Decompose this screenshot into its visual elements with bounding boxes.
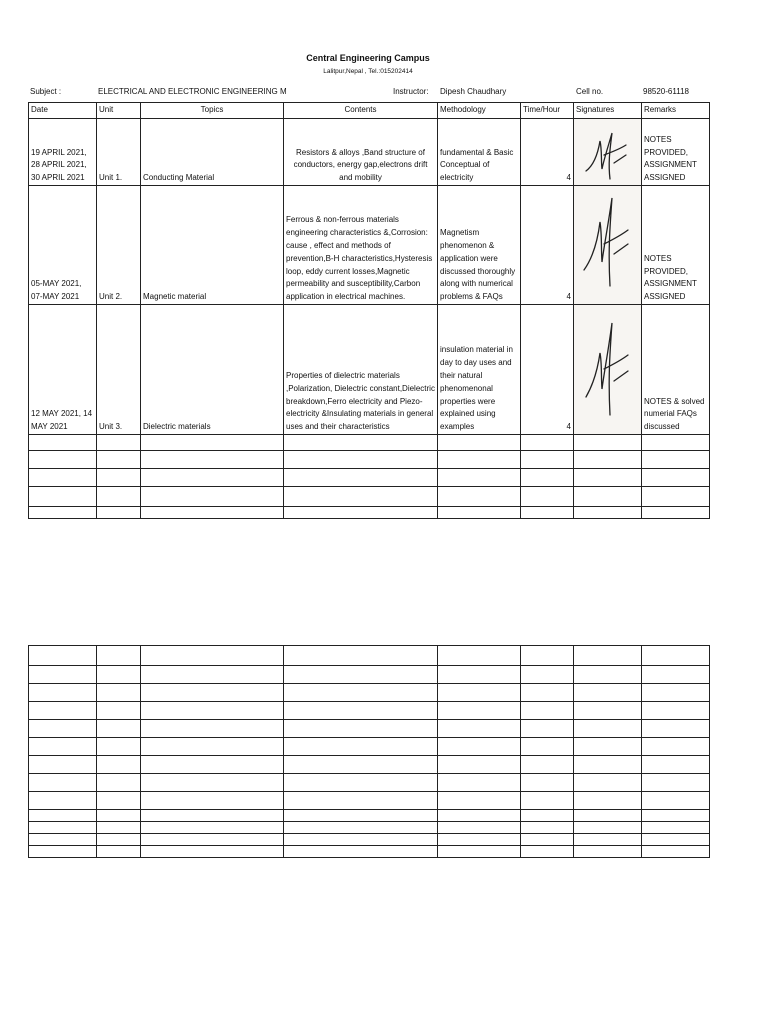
- row-signature: [574, 305, 642, 435]
- column-header-remarks: Remarks: [642, 103, 710, 119]
- row-unit: Unit 1.: [97, 119, 141, 186]
- empty-row: [29, 810, 710, 822]
- row-unit: Unit 2.: [97, 186, 141, 305]
- blank-grid-table: [28, 645, 710, 858]
- table-header-row: [29, 103, 710, 119]
- campus-title: Central Engineering Campus: [306, 53, 430, 63]
- subject-label: Subject :: [30, 87, 62, 96]
- row-date: 05-MAY 2021, 07-MAY 2021: [29, 186, 97, 305]
- row-contents: Properties of dielectric materials ,Polarization, Dielectric constant,Dielectric breakdown,Ferro electricity and Piezo-electricity &Insulating materials in general uses and their characteristics: [284, 305, 438, 435]
- column-header-unit: Unit: [97, 103, 141, 119]
- lesson-log-table: [28, 102, 710, 519]
- row-remarks: NOTES PROVIDED, ASSIGNMENT ASSIGNED: [642, 186, 710, 305]
- empty-row: [29, 756, 710, 774]
- row-topic: Conducting Material: [141, 119, 284, 186]
- row-remarks: NOTES PROVIDED, ASSIGNMENT ASSIGNED: [642, 119, 710, 186]
- table-row: [29, 186, 710, 305]
- row-remarks: NOTES & solved numerial FAQs discussed: [642, 305, 710, 435]
- column-header-methodology: Methodology: [438, 103, 521, 119]
- empty-row: [29, 666, 710, 684]
- row-methodology: fundamental & Basic Conceptual of electricity: [438, 119, 521, 186]
- row-methodology: Magnetism phenomenon & application were discussed thoroughly along with numerical problems & FAQs: [438, 186, 521, 305]
- row-contents: Ferrous & non-ferrous materials engineering characteristics &,Corrosion: cause , effect and methods of prevention,B-H characteristics,Hysteresis loop, eddy current losses,Magnetic permeability and susceptibility,Carbon application in electrical machines.: [284, 186, 438, 305]
- column-header-signatures: Signatures: [574, 103, 642, 119]
- cell-label: Cell no.: [576, 87, 604, 96]
- row-topic: Dielectric materials: [141, 305, 284, 435]
- empty-row: [29, 435, 710, 451]
- empty-row: [29, 487, 710, 507]
- cell-value: 98520-61118: [643, 87, 689, 96]
- empty-row: [29, 774, 710, 792]
- table-row: [29, 305, 710, 435]
- signature-image: [574, 186, 640, 304]
- signature-image: [574, 305, 640, 434]
- table-row: [29, 119, 710, 186]
- empty-row: [29, 451, 710, 469]
- empty-row: [29, 738, 710, 756]
- row-methodology: insulation material in day to day uses and their natural phenomenonal properties were explained using examples: [438, 305, 521, 435]
- row-signature: [574, 186, 642, 305]
- row-hours: 4: [521, 186, 574, 305]
- empty-row: [29, 684, 710, 702]
- row-unit: Unit 3.: [97, 305, 141, 435]
- campus-address: Lalitpur,Nepal , Tel.:015202414: [323, 68, 413, 75]
- column-header-date: Date: [29, 103, 97, 119]
- subject-value: ELECTRICAL AND ELECTRONIC ENGINEERING M: [98, 87, 287, 96]
- empty-row: [29, 720, 710, 738]
- row-contents: Resistors & alloys ,Band structure of conductors, energy gap,electrons drift and mobility: [284, 119, 438, 186]
- row-hours: 4: [521, 119, 574, 186]
- empty-row: [29, 507, 710, 519]
- empty-row: [29, 822, 710, 834]
- row-topic: Magnetic material: [141, 186, 284, 305]
- row-date: 12 MAY 2021, 14 MAY 2021: [29, 305, 97, 435]
- instructor-label: Instructor:: [393, 87, 429, 96]
- empty-row: [29, 646, 710, 666]
- column-header-contents: Contents: [284, 103, 438, 119]
- empty-row: [29, 469, 710, 487]
- empty-row: [29, 846, 710, 858]
- column-header-time-hour: Time/Hour: [521, 103, 574, 119]
- empty-row: [29, 792, 710, 810]
- instructor-value: Dipesh Chaudhary: [440, 87, 507, 96]
- signature-image: [574, 119, 640, 185]
- column-header-topics: Topics: [141, 103, 284, 119]
- row-signature: [574, 119, 642, 186]
- row-date: 19 APRIL 2021, 28 APRIL 2021, 30 APRIL 2021: [29, 119, 97, 186]
- row-hours: 4: [521, 305, 574, 435]
- empty-row: [29, 702, 710, 720]
- empty-row: [29, 834, 710, 846]
